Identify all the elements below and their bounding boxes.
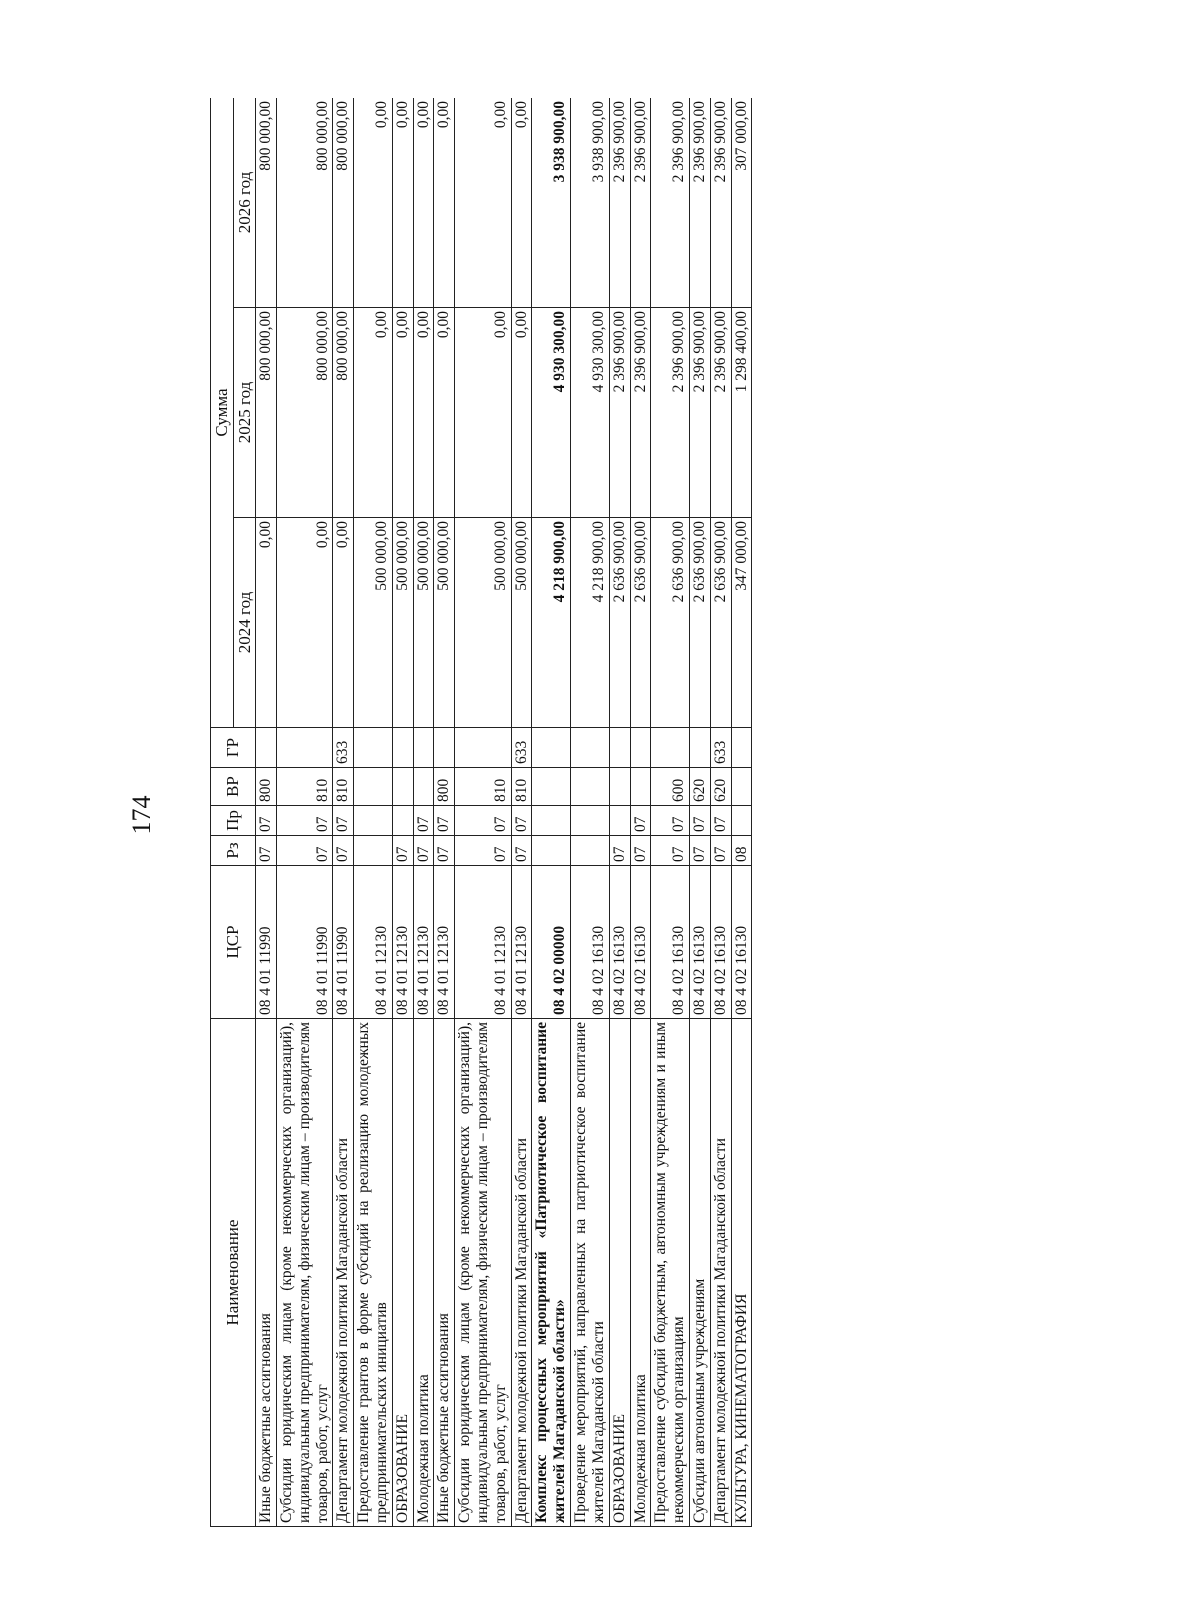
row-sum-2024: 0,00 bbox=[333, 518, 354, 728]
table-row bbox=[434, 98, 455, 1527]
row-gr: 633 bbox=[333, 728, 354, 768]
row-rz: 07 bbox=[455, 836, 511, 866]
row-name: Предоставление субсидий бюджетным, автономным учреждениям и иным некоммерческим организациям bbox=[651, 1019, 690, 1527]
row-sum-2026: 0,00 bbox=[455, 98, 511, 308]
row-rz: 07 bbox=[392, 836, 413, 866]
row-pr: 07 bbox=[276, 806, 332, 836]
row-rz: 07 bbox=[651, 836, 690, 866]
table-row bbox=[630, 98, 651, 1527]
row-vr bbox=[392, 768, 413, 806]
row-csr: 08 4 01 12130 bbox=[392, 866, 413, 1019]
table-row bbox=[413, 98, 434, 1527]
row-sum-2025: 0,00 bbox=[455, 308, 511, 518]
row-name: Предоставление грантов в форме субсидий на реализацию молодежных предпринимательских инициатив bbox=[354, 1019, 393, 1527]
row-name: Проведение мероприятий, направленных на патриотическое воспитание жителей Магаданской области bbox=[571, 1019, 610, 1527]
table-header bbox=[211, 98, 256, 1527]
row-name: Молодежная политика bbox=[413, 1019, 434, 1527]
row-pr bbox=[532, 806, 571, 836]
row-name: Субсидии автономным учреждениям bbox=[689, 1019, 710, 1527]
row-sum-2026: 0,00 bbox=[434, 98, 455, 308]
row-name: ОБРАЗОВАНИЕ bbox=[392, 1019, 413, 1527]
table-row bbox=[511, 98, 532, 1527]
row-csr: 08 4 01 11990 bbox=[256, 866, 277, 1019]
row-pr: 07 bbox=[434, 806, 455, 836]
table-row bbox=[609, 98, 630, 1527]
row-sum-2025: 800 000,00 bbox=[256, 308, 277, 518]
row-gr bbox=[455, 728, 511, 768]
row-sum-2025: 0,00 bbox=[413, 308, 434, 518]
row-name: ОБРАЗОВАНИЕ bbox=[609, 1019, 630, 1527]
row-name: Комплекс процессных мероприятий «Патриотическое воспитание жителей Магаданской области» bbox=[532, 1019, 571, 1527]
row-sum-2025: 4 930 300,00 bbox=[571, 308, 610, 518]
row-name: КУЛЬТУРА, КИНЕМАТОГРАФИЯ bbox=[731, 1019, 752, 1527]
row-vr: 810 bbox=[455, 768, 511, 806]
budget-table-container bbox=[210, 98, 1097, 1527]
row-csr: 08 4 02 16130 bbox=[630, 866, 651, 1019]
row-name: Субсидии юридическим лицам (кроме некоммерческих организаций), индивидуальным предпринимателям, физическим лицам – производителям товаров, работ, услуг bbox=[276, 1019, 332, 1527]
row-sum-2024: 500 000,00 bbox=[354, 518, 393, 728]
row-gr bbox=[392, 728, 413, 768]
row-sum-2026: 2 396 900,00 bbox=[689, 98, 710, 308]
row-pr bbox=[392, 806, 413, 836]
header-name: Наименование bbox=[211, 1019, 256, 1527]
row-rz: 07 bbox=[710, 836, 731, 866]
row-vr: 620 bbox=[710, 768, 731, 806]
row-vr bbox=[571, 768, 610, 806]
row-sum-2024: 347 000,00 bbox=[731, 518, 752, 728]
row-rz: 07 bbox=[630, 836, 651, 866]
header-2025: 2025 год bbox=[233, 308, 256, 518]
row-vr bbox=[731, 768, 752, 806]
table-row bbox=[689, 98, 710, 1527]
row-csr: 08 4 01 12130 bbox=[511, 866, 532, 1019]
row-vr: 800 bbox=[434, 768, 455, 806]
row-rz: 07 bbox=[434, 836, 455, 866]
table-row bbox=[333, 98, 354, 1527]
row-gr bbox=[630, 728, 651, 768]
header-pr: Пр bbox=[211, 806, 256, 836]
table-row bbox=[710, 98, 731, 1527]
row-pr: 07 bbox=[710, 806, 731, 836]
row-sum-2025: 0,00 bbox=[511, 308, 532, 518]
row-gr bbox=[571, 728, 610, 768]
row-sum-2024: 500 000,00 bbox=[413, 518, 434, 728]
row-gr bbox=[354, 728, 393, 768]
row-csr: 08 4 02 16130 bbox=[689, 866, 710, 1019]
row-sum-2024: 2 636 900,00 bbox=[689, 518, 710, 728]
row-sum-2025: 2 396 900,00 bbox=[689, 308, 710, 518]
row-rz bbox=[532, 836, 571, 866]
row-sum-2025: 800 000,00 bbox=[276, 308, 332, 518]
row-sum-2025: 800 000,00 bbox=[333, 308, 354, 518]
row-gr bbox=[609, 728, 630, 768]
row-csr: 08 4 01 12130 bbox=[354, 866, 393, 1019]
row-pr bbox=[731, 806, 752, 836]
row-sum-2024: 0,00 bbox=[276, 518, 332, 728]
table-row bbox=[354, 98, 393, 1527]
row-sum-2024: 500 000,00 bbox=[511, 518, 532, 728]
row-pr: 07 bbox=[455, 806, 511, 836]
row-csr: 08 4 02 16130 bbox=[571, 866, 610, 1019]
row-sum-2026: 3 938 900,00 bbox=[571, 98, 610, 308]
row-csr: 08 4 02 16130 bbox=[651, 866, 690, 1019]
row-sum-2024: 2 636 900,00 bbox=[609, 518, 630, 728]
budget-table bbox=[210, 98, 752, 1527]
row-rz: 07 bbox=[333, 836, 354, 866]
row-gr bbox=[731, 728, 752, 768]
row-sum-2025: 2 396 900,00 bbox=[609, 308, 630, 518]
row-csr: 08 4 01 12130 bbox=[413, 866, 434, 1019]
row-sum-2024: 2 636 900,00 bbox=[710, 518, 731, 728]
header-rz: Рз bbox=[211, 836, 256, 866]
row-vr bbox=[609, 768, 630, 806]
row-csr: 08 4 02 16130 bbox=[731, 866, 752, 1019]
table-row bbox=[651, 98, 690, 1527]
row-rz bbox=[571, 836, 610, 866]
row-gr bbox=[532, 728, 571, 768]
header-sum: Сумма bbox=[211, 98, 234, 728]
table-row bbox=[571, 98, 610, 1527]
row-gr bbox=[651, 728, 690, 768]
row-pr bbox=[609, 806, 630, 836]
row-sum-2025: 1 298 400,00 bbox=[731, 308, 752, 518]
row-sum-2026: 307 000,00 bbox=[731, 98, 752, 308]
table-row bbox=[276, 98, 332, 1527]
header-vr: ВР bbox=[211, 768, 256, 806]
row-sum-2026: 800 000,00 bbox=[276, 98, 332, 308]
row-name: Молодежная политика bbox=[630, 1019, 651, 1527]
table-row bbox=[731, 98, 752, 1527]
row-sum-2025: 2 396 900,00 bbox=[630, 308, 651, 518]
row-sum-2024: 500 000,00 bbox=[392, 518, 413, 728]
row-gr: 633 bbox=[511, 728, 532, 768]
row-rz: 07 bbox=[609, 836, 630, 866]
row-sum-2024: 0,00 bbox=[256, 518, 277, 728]
row-rz: 07 bbox=[413, 836, 434, 866]
row-sum-2024: 2 636 900,00 bbox=[651, 518, 690, 728]
row-sum-2026: 800 000,00 bbox=[256, 98, 277, 308]
row-gr bbox=[689, 728, 710, 768]
row-pr bbox=[571, 806, 610, 836]
row-rz bbox=[354, 836, 393, 866]
row-name: Департамент молодежной политики Магаданской области bbox=[710, 1019, 731, 1527]
row-vr: 810 bbox=[276, 768, 332, 806]
row-sum-2024: 4 218 900,00 bbox=[532, 518, 571, 728]
row-sum-2026: 0,00 bbox=[392, 98, 413, 308]
row-rz: 07 bbox=[511, 836, 532, 866]
row-csr: 08 4 02 16130 bbox=[710, 866, 731, 1019]
row-pr: 07 bbox=[511, 806, 532, 836]
row-pr: 07 bbox=[413, 806, 434, 836]
row-pr bbox=[354, 806, 393, 836]
table-row bbox=[392, 98, 413, 1527]
table-row bbox=[532, 98, 571, 1527]
row-name: Департамент молодежной политики Магаданской области bbox=[333, 1019, 354, 1527]
row-name: Иные бюджетные ассигнования bbox=[256, 1019, 277, 1527]
row-csr: 08 4 01 12130 bbox=[455, 866, 511, 1019]
row-sum-2026: 0,00 bbox=[511, 98, 532, 308]
row-gr bbox=[413, 728, 434, 768]
row-sum-2026: 2 396 900,00 bbox=[609, 98, 630, 308]
row-vr bbox=[630, 768, 651, 806]
header-2026: 2026 год bbox=[233, 98, 256, 308]
row-name: Департамент молодежной политики Магаданской области bbox=[511, 1019, 532, 1527]
row-vr bbox=[532, 768, 571, 806]
row-rz: 07 bbox=[276, 836, 332, 866]
row-sum-2026: 0,00 bbox=[413, 98, 434, 308]
row-vr bbox=[413, 768, 434, 806]
row-pr: 07 bbox=[256, 806, 277, 836]
row-vr: 800 bbox=[256, 768, 277, 806]
row-sum-2025: 0,00 bbox=[392, 308, 413, 518]
row-vr: 810 bbox=[511, 768, 532, 806]
header-csr: ЦСР bbox=[211, 866, 256, 1019]
row-sum-2025: 0,00 bbox=[434, 308, 455, 518]
row-csr: 08 4 01 12130 bbox=[434, 866, 455, 1019]
row-csr: 08 4 02 16130 bbox=[609, 866, 630, 1019]
table-row bbox=[256, 98, 277, 1527]
row-gr: 633 bbox=[710, 728, 731, 768]
row-rz: 07 bbox=[689, 836, 710, 866]
row-sum-2026: 2 396 900,00 bbox=[630, 98, 651, 308]
header-gr: ГР bbox=[211, 728, 256, 768]
row-name: Иные бюджетные ассигнования bbox=[434, 1019, 455, 1527]
row-name: Субсидии юридическим лицам (кроме некоммерческих организаций), индивидуальным предпринимателям, физическим лицам – производителям товаров, работ, услуг bbox=[455, 1019, 511, 1527]
page-number: 174 bbox=[127, 795, 156, 835]
row-sum-2026: 0,00 bbox=[354, 98, 393, 308]
row-sum-2026: 2 396 900,00 bbox=[651, 98, 690, 308]
row-rz: 08 bbox=[731, 836, 752, 866]
row-sum-2024: 500 000,00 bbox=[434, 518, 455, 728]
row-rz: 07 bbox=[256, 836, 277, 866]
rotated-table bbox=[210, 98, 1097, 1527]
row-pr: 07 bbox=[651, 806, 690, 836]
row-sum-2026: 2 396 900,00 bbox=[710, 98, 731, 308]
row-csr: 08 4 02 00000 bbox=[532, 866, 571, 1019]
row-sum-2025: 4 930 300,00 bbox=[532, 308, 571, 518]
row-sum-2024: 2 636 900,00 bbox=[630, 518, 651, 728]
row-pr: 07 bbox=[333, 806, 354, 836]
row-pr: 07 bbox=[689, 806, 710, 836]
row-sum-2026: 3 938 900,00 bbox=[532, 98, 571, 308]
row-sum-2025: 2 396 900,00 bbox=[710, 308, 731, 518]
row-vr: 620 bbox=[689, 768, 710, 806]
header-2024: 2024 год bbox=[233, 518, 256, 728]
table-row bbox=[455, 98, 511, 1527]
row-vr: 600 bbox=[651, 768, 690, 806]
row-csr: 08 4 01 11990 bbox=[276, 866, 332, 1019]
row-pr: 07 bbox=[630, 806, 651, 836]
table-body bbox=[256, 98, 752, 1527]
row-vr bbox=[354, 768, 393, 806]
row-sum-2025: 2 396 900,00 bbox=[651, 308, 690, 518]
row-gr bbox=[434, 728, 455, 768]
row-sum-2024: 500 000,00 bbox=[455, 518, 511, 728]
row-sum-2025: 0,00 bbox=[354, 308, 393, 518]
row-sum-2024: 4 218 900,00 bbox=[571, 518, 610, 728]
row-csr: 08 4 01 11990 bbox=[333, 866, 354, 1019]
row-gr bbox=[256, 728, 277, 768]
row-vr: 810 bbox=[333, 768, 354, 806]
row-sum-2026: 800 000,00 bbox=[333, 98, 354, 308]
row-gr bbox=[276, 728, 332, 768]
